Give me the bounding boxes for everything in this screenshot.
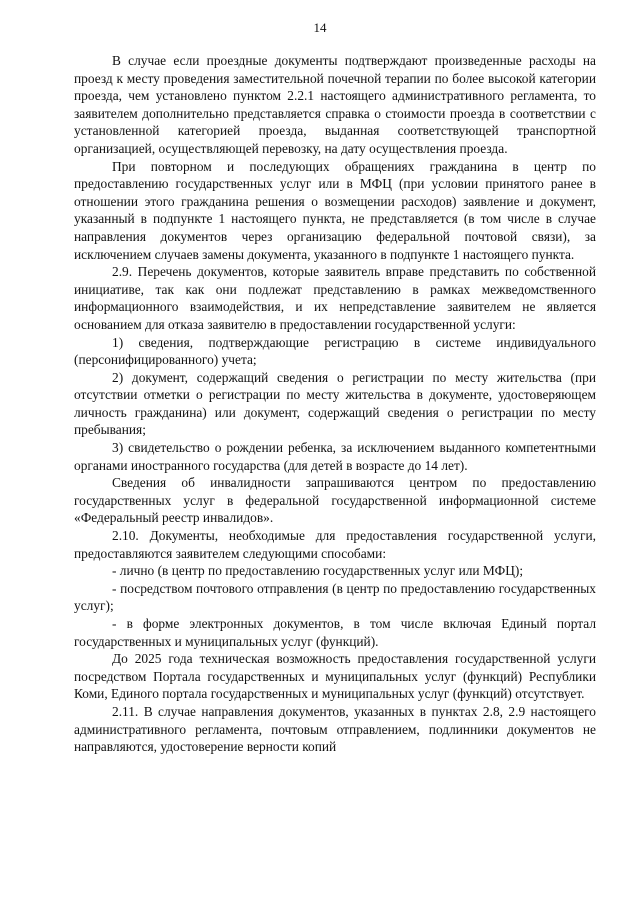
method-electronic: - в форме электронных документов, в том числе включая Единый портал государственных и муниципальных услуг (функций).	[74, 616, 596, 649]
method-in-person: - лично (в центр по предоставлению государственных услуг или МФЦ);	[112, 563, 524, 579]
page-number: 14	[313, 20, 327, 35]
paragraph-2-11: 2.11. В случае направления документов, указанных в пунктах 2.8, 2.9 настоящего административного регламента, почтовым отправлением, подлинники документов не направляются, удостоверение верности копий	[74, 703, 596, 755]
paragraph-portal-2025: До 2025 года техническая возможность предоставления государственной услуги посредством Портала государственных и муниципальных услуг (функций) Республики Коми, Единого портала государственных и муниципальных услуг (функций) отсутствует.	[74, 651, 596, 702]
list-item-2: 2) документ, содержащий сведения о регистрации по месту жительства (при отсутствии отметки о регистрации по месту жительства в документе, удостоверяющем личность гражданина) или документ, содержащий сведения о регистрации по месту пребывания;	[74, 369, 596, 438]
paragraph-2-10: 2.10. Документы, необходимые для предоставления государственной услуги, предоставляются заявителем следующими способами:	[74, 528, 596, 561]
list-item-1: 1) сведения, подтверждающие регистрацию в системе индивидуального (персонифицированного) учета;	[74, 334, 596, 368]
paragraph-disability-info: Сведения об инвалидности запрашиваются центром по предоставлению государственных услуг в федеральной государственной информационной системе «Федеральный реестр инвалидов».	[74, 475, 596, 526]
method-postal: - посредством почтового отправления (в центр по предоставлению государственных услуг);	[74, 580, 596, 614]
paragraph-repeat-applications: При повторном и последующих обращениях гражданина в центр по предоставлению государственных услуг или в МФЦ (при условии принятого ранее в отношении этого гражданина решения о возмещении расходов) заявление и документ, указанный в подпункте 1 настоящего пункта, не представляется (в том числе в случае направления документов через организацию федеральной почтовой связи), за исключением случаев замены документа, указанного в подпункте 1 настоящего пункта.	[74, 158, 596, 262]
list-item-3: 3) свидетельство о рождении ребенка, за исключением выданного компетентными органами иностранного государства (для детей в возрасте до 14 лет).	[74, 440, 596, 473]
document-body	[74, 52, 596, 756]
paragraph-2-9: 2.9. Перечень документов, которые заявитель вправе представить по собственной инициативе, так как они подлежат представлению в рамках межведомственного информационного взаимодействия, и их непредставление заявителем не является основанием для отказа заявителю в предоставлении государственной услуги:	[74, 264, 596, 332]
paragraph-travel-documents: В случае если проездные документы подтверждают произведенные расходы на проезд к месту проведения заместительной почечной терапии по более высокой категории проезда, чем установлено пунктом 2.2.1 настоящего административного регламента, то заявителем дополнительно представляется справка о стоимости проезда в соответствии с установленной категорией проезда, выданная соответствующей транспортной организацией, осуществляющей перевозку, на дату осуществления проезда.	[74, 53, 596, 156]
